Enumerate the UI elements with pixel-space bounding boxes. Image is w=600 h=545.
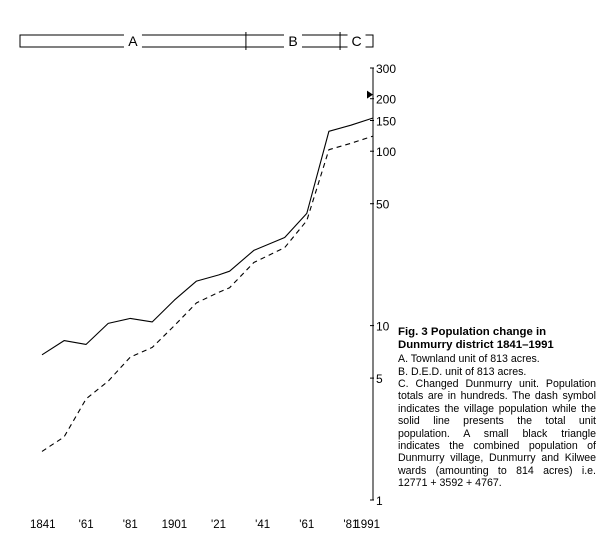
period-bar-frame bbox=[20, 35, 373, 47]
x-axis-labels bbox=[30, 519, 380, 531]
x-tick-label: '81 bbox=[343, 519, 359, 531]
period-label: A bbox=[128, 33, 138, 49]
x-tick-label: '61 bbox=[299, 519, 315, 531]
caption-line-c: C. Changed Dunmurry unit. Population totals are in hundreds. The dash symbol indicates the village population while the solid line presents the total unit population. A small black triangle indicates the combined population of Dunmurry village, Dunmurry and Kilwee wards (amounting to 814 acres) i.e. 12771 + 3592 + 4767. bbox=[398, 378, 596, 490]
y-tick-label: 50 bbox=[376, 197, 390, 212]
caption-line-a: A. Townland unit of 813 acres. bbox=[398, 353, 540, 366]
y-tick-label: 1 bbox=[376, 494, 383, 508]
y-tick-label: 10 bbox=[376, 319, 390, 334]
series-line-solid bbox=[42, 118, 373, 355]
triangle-marker bbox=[367, 91, 373, 99]
series-line-dashed bbox=[42, 136, 373, 451]
y-tick-label: 300 bbox=[376, 62, 397, 76]
x-tick-label: '21 bbox=[211, 519, 227, 531]
combined-population-marker bbox=[367, 91, 373, 99]
y-tick-label: 5 bbox=[376, 372, 383, 387]
y-tick-label: 200 bbox=[376, 92, 397, 107]
x-tick-label: 1991 bbox=[354, 519, 380, 531]
x-tick-label: '61 bbox=[78, 519, 94, 531]
period-label: B bbox=[288, 33, 298, 49]
x-tick-label: 1841 bbox=[30, 519, 56, 531]
series-lines bbox=[42, 118, 373, 451]
y-axis bbox=[370, 62, 396, 508]
x-tick-label: 1901 bbox=[161, 519, 188, 531]
x-tick-label: '81 bbox=[122, 519, 138, 531]
y-tick-label: 100 bbox=[376, 145, 397, 160]
y-tick-label: 150 bbox=[376, 114, 397, 129]
period-bar bbox=[20, 32, 373, 50]
caption-title: Fig. 3 Population change in Dunmurry district 1841–1991 bbox=[398, 326, 554, 351]
period-label: C bbox=[351, 33, 362, 49]
x-tick-label: '41 bbox=[255, 519, 271, 531]
caption-line-b: B. D.E.D. unit of 813 acres. bbox=[398, 365, 527, 378]
figure-caption bbox=[398, 326, 596, 490]
